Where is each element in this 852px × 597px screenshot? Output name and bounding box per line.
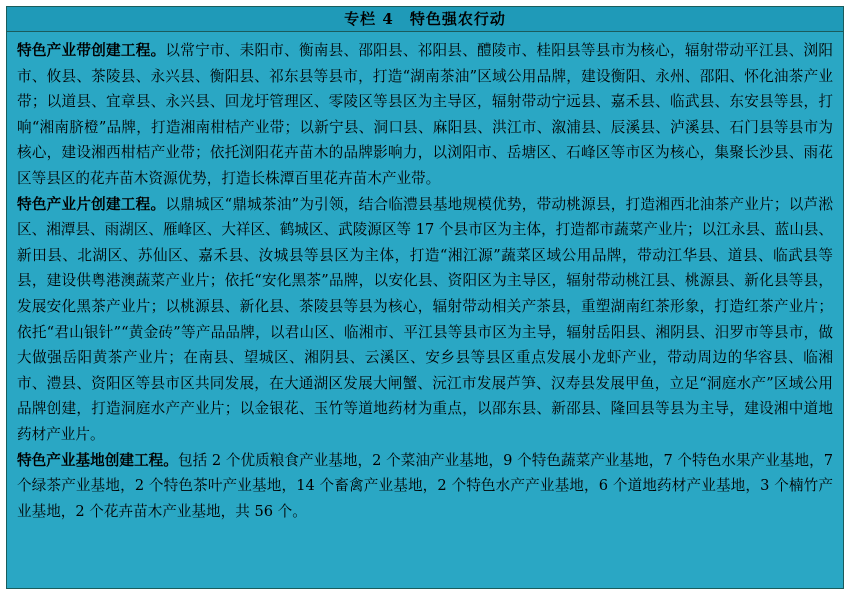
feature-column-box [6, 6, 844, 589]
box-body [7, 32, 843, 588]
paragraph [17, 448, 833, 525]
paragraph [17, 192, 833, 448]
paragraph-body: 以鼎城区“鼎城茶油”为引领，结合临澧县基地规模优势，带动桃源县，打造湘西北油茶产业片；以芦淞区、湘潭县、雨湖区、雁峰区、大祥区、鹤城区、武陵源区等 17 个县市区为主体，打造都市蔬菜产业片；以江永县、蓝山县、新田县、北湖区、苏仙区、嘉禾县、汝城县等县区为主体，打造“湘江源”蔬菜区域公用品牌，带动江华县、道县、临武县等县，建设供粤港澳蔬菜产业片；依托“安化黑茶”品牌，以安化县、资阳区为主导区，辐射带动桃江县、桃源县、新化县等县，发展安化黑茶产业片；以桃源县、新化县、茶陵县等县为核心，辐射带动相关产茶县，重塑湖南红茶形象，打造红茶产业片；依托“君山银针”“黄金砖”等产品品牌，以君山区、临湘市、平江县等县市区为主导，辐射岳阳县、湘阴县、汨罗市等县市，做大做强岳阳黄茶产业片；在南县、望城区、湘阴县、云溪区、安乡县等县区重点发展小龙虾产业，带动周边的华容县、临湘市、澧县、资阳区等县市区共同发展，在大通湖区发展大闸蟹、沅江市发展芦笋、汉寿县发展甲鱼，立足“洞庭水产”区域公用品牌创建，打造洞庭水产产业片；以金银花、玉竹等道地药材为重点，以邵东县、新邵县、隆回县等县为主导，建设湘中道地药材产业片。 [17, 195, 833, 443]
paragraph [17, 38, 833, 192]
paragraph-body: 包括 2 个优质粮食产业基地，2 个菜油产业基地，9 个特色蔬菜产业基地，7 个特色水果产业基地，7 个绿茶产业基地，2 个特色茶叶产业基地，14 个畜禽产业基地，2 个特色水产产业基地，6 个道地药材产业基地，3 个楠竹产业基地，2 个花卉苗木产业基地，共 56 个。 [17, 451, 833, 520]
paragraph-lead: 特色产业片创建工程。 [17, 195, 166, 213]
paragraph-lead: 特色产业基地创建工程。 [17, 451, 178, 469]
paragraph-body: 以常宁市、耒阳市、衡南县、邵阳县、祁阳县、醴陵市、桂阳县等县市为核心，辐射带动平江县、浏阳市、攸县、茶陵县、永兴县、衡阳县、祁东县等县市，打造“湖南茶油”区域公用品牌，建设衡阳、永州、邵阳、怀化油茶产业带；以道县、宜章县、永兴县、回龙圩管理区、零陵区等县区为主导区，辐射带动宁远县、嘉禾县、临武县、东安县等县，打响“湘南脐橙”品牌，打造湘南柑桔产业带；以新宁县、洞口县、麻阳县、洪江市、溆浦县、辰溪县、泸溪县、石门县等县市为核心，建设湘西柑桔产业带；依托浏阳花卉苗木的品牌影响力，以浏阳市、岳塘区、石峰区等市区为核心，集聚长沙县、雨花区等县区的花卉苗木资源优势，打造长株潭百里花卉苗木产业带。 [17, 42, 833, 187]
box-title: 专栏 4 特色强农行动 [7, 7, 843, 32]
paragraph-lead: 特色产业带创建工程。 [17, 42, 166, 59]
